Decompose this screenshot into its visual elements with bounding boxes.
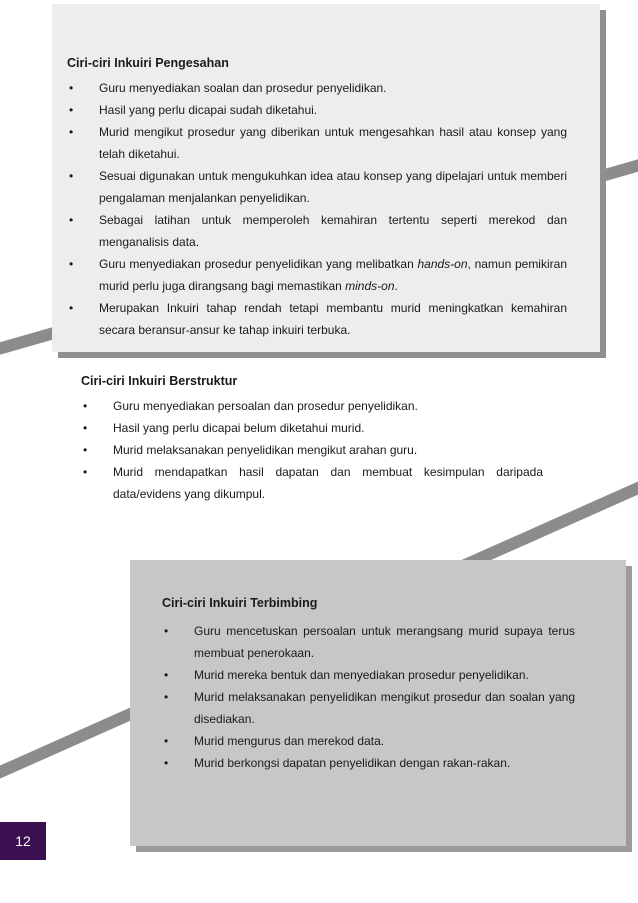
bullet-icon: •	[69, 301, 74, 315]
list-item: • Murid mengurus dan merekod data.	[162, 730, 575, 752]
list-item: • Guru mencetuskan persoalan untuk merangsang murid supaya terus membuat penerokaan.	[162, 620, 575, 664]
list-item: • Sesuai digunakan untuk mengukuhkan idea atau konsep yang dipelajari untuk memberi pengalaman menjalankan penyelidikan.	[67, 165, 567, 209]
berstruktur-list	[81, 395, 543, 505]
list-item: • Murid melaksanakan penyelidikan mengikut arahan guru.	[81, 439, 543, 461]
bullet-icon: •	[69, 125, 74, 139]
list-item: • Murid mereka bentuk dan menyediakan prosedur penyelidikan.	[162, 664, 575, 686]
inkuiri-berstruktur-section	[81, 374, 543, 505]
bullet-icon: •	[83, 421, 88, 435]
list-item: • Hasil yang perlu dicapai belum diketahui murid.	[81, 417, 543, 439]
bullet-icon: •	[83, 465, 88, 479]
bullet-icon: •	[164, 624, 169, 638]
bullet-icon: •	[69, 257, 74, 271]
list-item: • Merupakan Inkuiri tahap rendah tetapi membantu murid meningkatkan kemahiran secara beransur-ansur ke tahap inkuiri terbuka.	[67, 297, 567, 341]
bullet-icon: •	[164, 668, 169, 682]
list-item: • Murid mendapatkan hasil dapatan dan membuat kesimpulan daripada data/evidens yang dikumpul.	[81, 461, 543, 505]
bullet-icon: •	[164, 734, 169, 748]
inkuiri-terbimbing-box	[130, 560, 626, 846]
section-title-terbimbing: Ciri-ciri Inkuiri Terbimbing	[162, 596, 318, 610]
page-number: 12	[0, 822, 46, 860]
list-item: • Murid mengikut prosedur yang diberikan untuk mengesahkan hasil atau konsep yang telah diketahui.	[67, 121, 567, 165]
bullet-icon: •	[164, 690, 169, 704]
list-item: • Murid berkongsi dapatan penyelidikan dengan rakan-rakan.	[162, 752, 575, 774]
section-title-berstruktur: Ciri-ciri Inkuiri Berstruktur	[81, 374, 238, 388]
bullet-icon: •	[69, 103, 74, 117]
bullet-icon: •	[83, 399, 88, 413]
pengesahan-list	[67, 77, 567, 341]
section-title-pengesahan: Ciri-ciri Inkuiri Pengesahan	[67, 56, 229, 70]
list-item: • Guru menyediakan soalan dan prosedur penyelidikan.	[67, 77, 567, 99]
bullet-icon: •	[69, 213, 74, 227]
list-item: • Sebagai latihan untuk memperoleh kemahiran tertentu seperti merekod dan menganalisis data.	[67, 209, 567, 253]
bullet-icon: •	[69, 169, 74, 183]
bullet-icon: •	[83, 443, 88, 457]
list-item: • Guru menyediakan prosedur penyelidikan yang melibatkan hands-on, namun pemikiran murid perlu juga dirangsang bagi memastikan minds-on.	[67, 253, 567, 297]
bullet-icon: •	[164, 756, 169, 770]
list-item: • Murid melaksanakan penyelidikan mengikut prosedur dan soalan yang disediakan.	[162, 686, 575, 730]
terbimbing-list	[162, 620, 575, 774]
inkuiri-pengesahan-box	[52, 4, 600, 352]
list-item: • Hasil yang perlu dicapai sudah diketahui.	[67, 99, 567, 121]
bullet-icon: •	[69, 81, 74, 95]
list-item: • Guru menyediakan persoalan dan prosedur penyelidikan.	[81, 395, 543, 417]
